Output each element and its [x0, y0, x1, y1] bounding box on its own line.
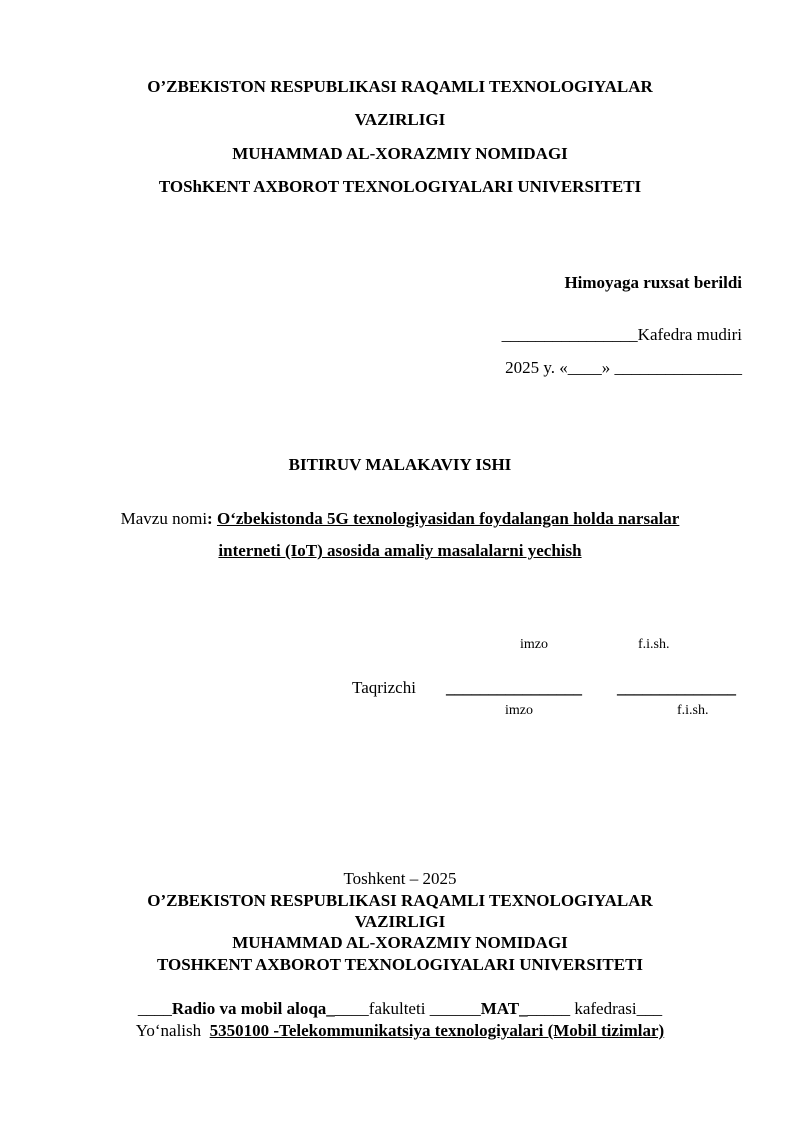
topic-line-2 — [0, 540, 800, 561]
department-name: MAT — [480, 999, 520, 1018]
reviewer-label: Taqrizchi — [352, 678, 416, 697]
reviewer-name-blank: ______________ — [617, 678, 736, 697]
faculty-name: Radio va mobil aloqa — [171, 999, 327, 1018]
head-of-department-label: Kafedra mudiri — [637, 325, 742, 344]
work-title: BITIRUV MALAKAVIY ISHI — [288, 455, 512, 474]
faculty-word: fakulteti — [368, 999, 426, 1018]
approval-date: 2025 y. «____» _______________ — [505, 358, 742, 377]
direction-label: Yo‘nalish — [135, 1021, 202, 1040]
dept-end-blank: ___ — [636, 999, 663, 1018]
department-word: kafedrasi — [570, 999, 637, 1018]
topic-colon: : — [207, 509, 217, 528]
lower-signature-caption: imzo — [505, 703, 533, 718]
topic-label: Mavzu nomi — [120, 509, 208, 528]
dept-pre-blank: ______ — [425, 999, 481, 1018]
head-of-department-line — [502, 324, 742, 345]
approval-title: Himoyaga ruxsat berildi — [564, 273, 742, 292]
topic-text-2: interneti (IoT) asosida amaliy masalalarni yechish — [218, 541, 582, 560]
university-line-2: TOShKENT AXBOROT TEXNOLOGIYALARI UNIVERSITETI — [158, 177, 642, 196]
faculty-pre-blank: ____ — [137, 999, 172, 1018]
direction-value: 5350100 -Telekommunikatsiya texnologiyalari (Mobil tizimlar) — [209, 1021, 665, 1040]
ministry-line-1-bottom: O’ZBEKISTON RESPUBLIKASI RAQAMLI TEXNOLOGIYALAR — [147, 891, 653, 910]
university-line-1: MUHAMMAD AL-XORAZMIY NOMIDAGI — [232, 144, 568, 163]
ministry-line-2: VAZIRLIGI — [354, 110, 446, 129]
direction-line — [0, 1020, 800, 1041]
dept-mid-blank: _____ — [527, 999, 571, 1018]
topic-text-1: O‘zbekistonda 5G texnologiyasidan foydalangan holda narsalar — [216, 509, 680, 528]
faculty-department-line — [0, 998, 800, 1019]
reviewer-signature-blank: ________________ — [446, 678, 582, 697]
department-trail: _ — [519, 999, 528, 1018]
upper-signature-caption: imzo — [520, 637, 548, 652]
faculty-mid-blank: ____ — [334, 999, 369, 1018]
university-line-1-bottom: MUHAMMAD AL-XORAZMIY NOMIDAGI — [232, 933, 568, 952]
topic-line-1 — [0, 508, 800, 529]
faculty-trail: _ — [326, 999, 335, 1018]
university-line-2-bottom: TOSHKENT AXBOROT TEXNOLOGIYALARI UNIVERSITETI — [156, 955, 644, 974]
lower-name-caption: f.i.sh. — [677, 703, 709, 718]
ministry-line-2-bottom: VAZIRLIGI — [354, 912, 446, 931]
upper-name-caption: f.i.sh. — [638, 637, 670, 652]
place-year: Toshkent – 2025 — [343, 869, 457, 888]
head-signature-blank: ________________ — [501, 325, 638, 344]
ministry-line-1: O’ZBEKISTON RESPUBLIKASI RAQAMLI TEXNOLOGIYALAR — [147, 77, 653, 96]
